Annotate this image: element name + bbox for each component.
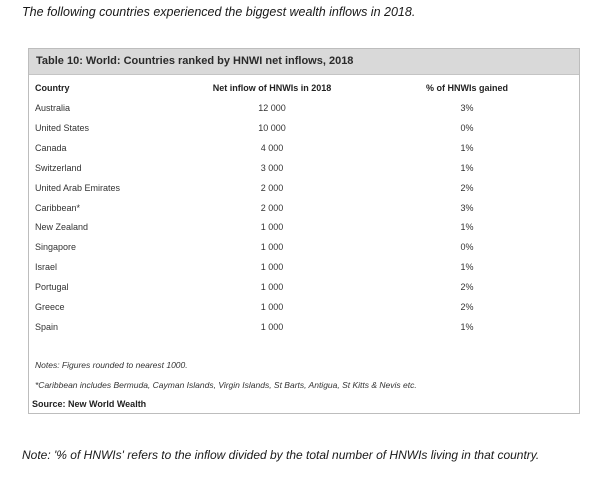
table-header-row: Country Net inflow of HNWIs in 2018 % of HNWIs gained: [35, 83, 509, 93]
table-title: Table 10: World: Countries ranked by HNWI net inflows, 2018: [36, 55, 354, 67]
table-row: Israel 1 000 1%: [35, 262, 474, 273]
header-country: Country: [35, 83, 70, 93]
table-row: Switzerland 3 000 1%: [35, 162, 474, 173]
table-row: Singapore 1 000 0%: [35, 242, 474, 253]
cell-country: Australia: [35, 103, 71, 113]
cell-country: Greece: [35, 302, 65, 312]
table-row: United Arab Emirates 2 000 2%: [35, 182, 474, 193]
cell-country: Caribbean*: [35, 202, 81, 213]
intro-text: The following countries experienced the biggest wealth inflows in 2018.: [22, 5, 416, 19]
footer-note: Note: '% of HNWIs' refers to the inflow divided by the total number of HNWIs living in that country.: [22, 448, 540, 462]
table-row: Greece 1 000 2%: [35, 302, 474, 312]
cell-country: Israel: [35, 262, 58, 273]
cell-country: United Arab Emirates: [35, 182, 121, 193]
cell-country: Singapore: [35, 242, 77, 253]
table-row: United States 10 000 0%: [35, 122, 474, 133]
table-source: Source: New World Wealth: [32, 399, 147, 409]
table-note-rounding: Notes: Figures rounded to nearest 1000.: [35, 360, 188, 370]
table-row: Australia 12 000 3%: [35, 103, 474, 113]
table-row: New Zealand 1 000 1%: [35, 222, 474, 233]
table-row: Caribbean* 2 000 3%: [35, 202, 474, 213]
table-note-caribbean: *Caribbean includes Bermuda, Cayman Islands, Virgin Islands, St Barts, Antigua, St Kitts & Nevis etc.: [35, 380, 417, 390]
cell-country: United States: [35, 122, 90, 133]
cell-country: Canada: [35, 142, 67, 153]
table-row: Canada 4 000 1%: [35, 142, 474, 153]
cell-country: New Zealand: [35, 222, 89, 233]
table-title-bar: [29, 49, 579, 75]
cell-country: Spain: [35, 321, 59, 332]
wealth-inflow-table: [28, 48, 580, 414]
cell-country: Portugal: [35, 282, 69, 293]
table-row: Spain 1 000 1%: [35, 321, 474, 332]
cell-country: Switzerland: [35, 162, 82, 173]
table-row: Portugal 1 000 2%: [35, 282, 474, 293]
